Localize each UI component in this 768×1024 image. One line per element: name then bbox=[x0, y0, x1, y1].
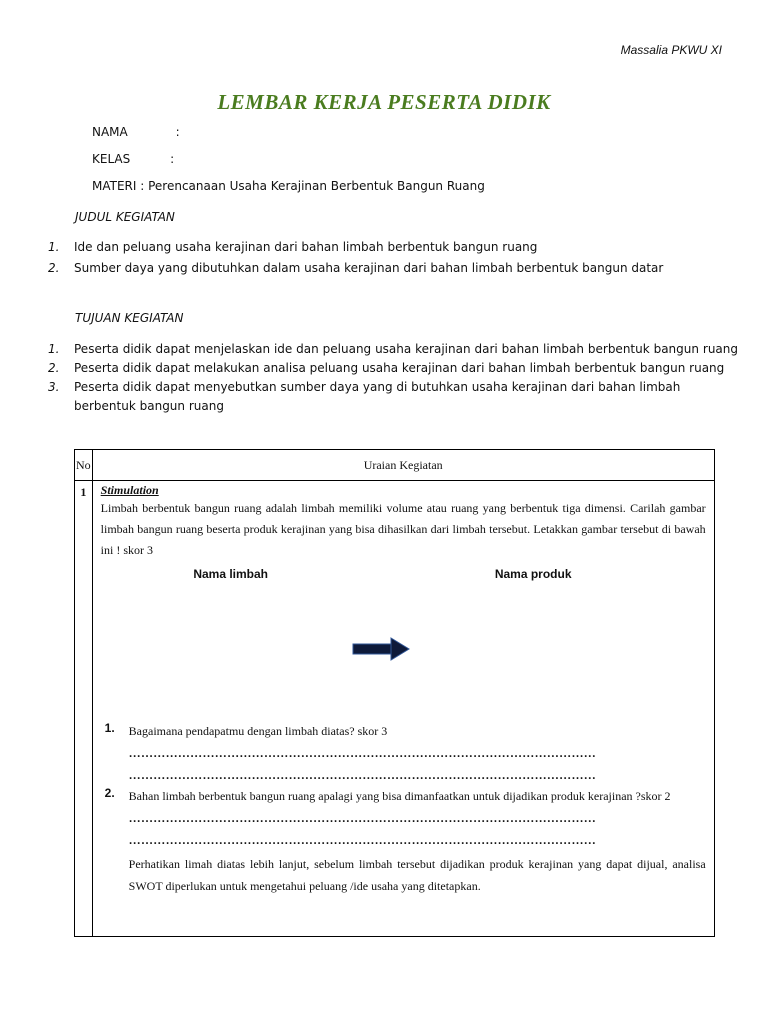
field-nama-colon: : bbox=[175, 125, 180, 139]
judul-list bbox=[48, 238, 738, 278]
tujuan-kegiatan-label: TUJUAN KEGIATAN bbox=[75, 311, 184, 325]
answer-line[interactable]: …………………………………………………………………………………………………… bbox=[128, 833, 597, 847]
right-arrow-icon bbox=[351, 636, 411, 662]
list-item bbox=[48, 238, 738, 257]
list-item-number: 2. bbox=[48, 361, 60, 375]
header-author-subject: Massalia PKWU XI bbox=[620, 43, 722, 57]
question-text: Bagaimana pendapatmu dengan limbah diatas? skor 3 bbox=[128, 724, 388, 738]
list-item-number: 2. bbox=[48, 261, 60, 275]
column-header-uraian: Uraian Kegiatan bbox=[92, 450, 714, 481]
field-kelas bbox=[92, 152, 174, 166]
nama-limbah-label: Nama limbah bbox=[193, 567, 269, 581]
list-item bbox=[48, 340, 738, 359]
judul-kegiatan-label: JUDUL KEGIATAN bbox=[75, 210, 175, 224]
table-row bbox=[75, 481, 715, 937]
activity-description bbox=[92, 481, 714, 937]
stimulation-text: Limbah berbentuk bangun ruang adalah limbah memiliki volume atau ruang yang berbentuk tiga dimensi. Carilah gambar limbah bangun ruang beserta produk kerajinan yang bisa dihasilkan dari limbah tersebut. Letakkan gambar tersebut di bawah ini ! skor 3 bbox=[100, 501, 706, 557]
table-header-row bbox=[75, 450, 715, 481]
page-title: LEMBAR KERJA PESERTA DIDIK bbox=[217, 90, 551, 114]
list-item bbox=[48, 259, 738, 278]
activity-table bbox=[74, 449, 715, 937]
list-item-text: Sumber daya yang dibutuhkan dalam usaha kerajinan dari bahan limbah berbentuk bangun datar bbox=[74, 261, 664, 275]
question-number: 2. bbox=[104, 786, 115, 800]
list-item-text: Peserta didik dapat menjelaskan ide dan peluang usaha kerajinan dari bahan limbah berbentuk bangun ruang bbox=[74, 342, 738, 356]
field-kelas-colon: : bbox=[170, 152, 175, 166]
nama-produk-label: Nama produk bbox=[494, 567, 572, 581]
field-materi: MATERI : Perencanaan Usaha Kerajinan Berbentuk Bangun Ruang bbox=[92, 179, 485, 193]
question-1 bbox=[101, 721, 706, 786]
list-item-number: 1. bbox=[48, 240, 60, 254]
list-item-number: 3. bbox=[48, 380, 60, 394]
field-kelas-label: KELAS bbox=[92, 152, 131, 166]
list-item-number: 1. bbox=[48, 342, 60, 356]
question-text: Bahan limbah berbentuk bangun ruang apalagi yang bisa dimanfaatkan untuk dijadikan produk kerajinan ?skor 2 bbox=[128, 789, 671, 803]
answer-line[interactable]: …………………………………………………………………………………………………… bbox=[128, 811, 597, 825]
list-item bbox=[48, 378, 738, 416]
stimulation-title: Stimulation bbox=[100, 483, 159, 497]
list-item-text: Ide dan peluang usaha kerajinan dari bahan limbah berbentuk bangun ruang bbox=[74, 240, 538, 254]
column-header-no: No bbox=[75, 450, 93, 481]
list-item-text: Peserta didik dapat melakukan analisa peluang usaha kerajinan dari bahan limbah berbentuk bangun ruang bbox=[74, 361, 725, 375]
field-nama-label: NAMA bbox=[92, 125, 128, 139]
field-nama bbox=[92, 125, 180, 139]
tujuan-list bbox=[48, 340, 738, 416]
list-item-text: Peserta didik dapat menyebutkan sumber daya yang di butuhkan usaha kerajinan dari bahan limbah berbentuk bangun ruang bbox=[74, 380, 681, 413]
list-item bbox=[48, 359, 738, 378]
closing-text: Perhatikan limah diatas lebih lanjut, sebelum limbah tersebut dijadikan produk kerajinan yang dapat dijual, analisa SWOT diperlukan untuk mengetahui peluang /ide usaha yang ditetapkan. bbox=[128, 857, 706, 893]
row-number: 1 bbox=[75, 481, 93, 937]
answer-line[interactable]: …………………………………………………………………………………………………… bbox=[128, 768, 597, 782]
image-area bbox=[101, 581, 706, 721]
question-2 bbox=[101, 786, 706, 851]
image-columns bbox=[101, 567, 706, 581]
question-number: 1. bbox=[104, 721, 115, 735]
answer-line[interactable]: …………………………………………………………………………………………………… bbox=[128, 746, 597, 760]
